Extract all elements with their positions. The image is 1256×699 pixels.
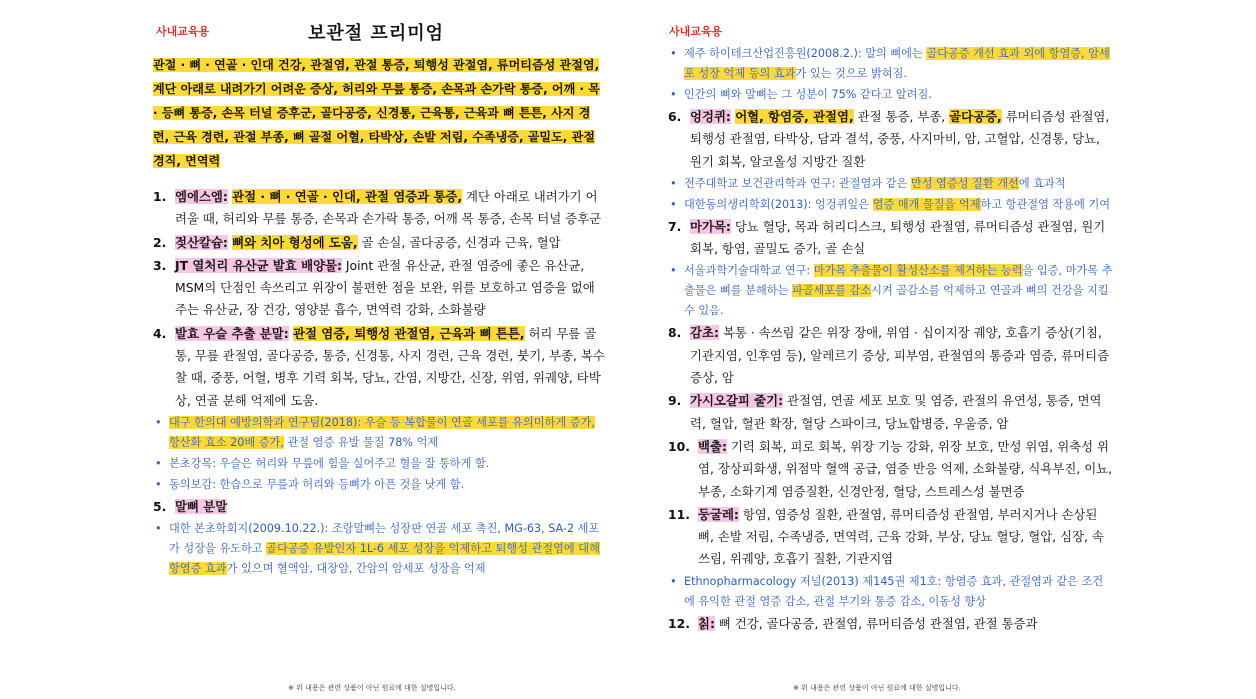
ingredient-name: JT 열처리 유산균 발효 배양물: xyxy=(175,257,342,273)
item-description: 기력 회복, 피로 회복, 위장 기능 강화, 위장 보호, 만성 위염, 위축성 위염, 장상피화생, 위점막 혈액 공급, 염증 반응 억제, 소화불량, 식욕부진, 이뇨, 부종, 소화기계 염증질환, 신경안정, 혈당, 스트레스성 불면증 xyxy=(698,438,1113,499)
item-number: 10. xyxy=(668,438,690,454)
ingredient-name: 마가목: xyxy=(690,218,731,234)
note-text: 제주 하이테크산업진흥원(2008.2.): 말의 뼈에는 xyxy=(684,47,927,60)
page-footer-disclaimer: ※ 위 내용은 관련 상품이 아닌 원료에 대한 설명입니다. xyxy=(793,684,961,692)
note-text: 가 있으며 혈액암, 대장암, 간암의 암세포 성장을 억제 xyxy=(226,562,486,576)
item-description: 관절염, 연골 세포 보호 및 염증, 관절의 유연성, 통증, 면역력, 혈압, 혈관 확장, 혈당 스파이크, 당뇨합병증, 우울증, 암 xyxy=(690,393,1102,431)
research-note xyxy=(668,195,1113,215)
ingredient-name: 젖산칼슘: xyxy=(175,234,228,250)
ingredient-item xyxy=(668,504,1113,571)
ingredient-item xyxy=(668,436,1113,503)
ingredient-item xyxy=(153,496,605,518)
ingredient-item xyxy=(153,186,605,231)
right-page xyxy=(663,0,1113,699)
research-note xyxy=(668,174,1113,194)
item-description: 류머티즘성 관절염, 퇴행성 관절염, 타박상, 담과 결석, 중풍, 사지마비, 암, 고혈압, 신경통, 당뇨, 원기 회복, 알코올성 지방간 질환 xyxy=(690,109,1110,169)
key-benefit-highlight: 뼈와 치아 형성에 도움, xyxy=(232,234,358,250)
ingredient-item xyxy=(668,613,1113,635)
item-number: 2. xyxy=(153,234,167,250)
note-highlight: 대구 한의대 예방의학과 연구팀(2018): 우슬 등 복합물이 연골 세포를 유의미하게 증가, 항산화 효소 20배 증가, xyxy=(169,415,595,449)
ingredient-item xyxy=(153,255,605,322)
note-text: 가 있는 것으로 밝혀짐. xyxy=(795,67,907,80)
item-number: 1. xyxy=(153,189,167,204)
ingredient-name: 둥굴레: xyxy=(698,506,739,522)
note-text: 에 효과적 xyxy=(1018,176,1066,190)
note-highlight: 염증 매개 물질을 억제 xyxy=(872,197,981,211)
note-text: 전주대학교 보건관리학과 연구: 관절염과 같은 xyxy=(684,176,911,190)
ingredient-name: 칡: xyxy=(698,615,715,631)
item-description: 허리 무릎 골통, 무릎 관절염, 골다공증, 통증, 신경통, 사지 경련, 근육 경련, 붓기, 부종, 복수 찰 때, 중풍, 어혈, 병후 기력 회복, 당뇨, 간염, 지방간, 신장, 위염, 위궤양, 타박상, 연골 분해 억제에 도움. xyxy=(175,325,605,408)
research-note xyxy=(153,413,605,453)
key-benefit-highlight: 어혈, 항염증, 관절염, xyxy=(735,109,854,124)
key-benefit-highlight: 골다공증, xyxy=(949,109,1002,124)
item-description: 뼈 건강, 골다공증, 관절염, 류머티즘성 관절염, 관절 통증과 xyxy=(714,615,1038,631)
note-highlight: 골다공증 개선 효과 외에 항염증, 암세포 성장 억제 등의 효과 xyxy=(684,47,1110,80)
ingredient-name: 감초: xyxy=(690,325,719,341)
research-note xyxy=(153,519,605,579)
ingredient-name: 발효 우슬 추출 분말: xyxy=(175,325,289,341)
ingredient-item xyxy=(668,322,1113,389)
note-text: Ethnopharmacology 저널(2013) 제145권 제1호: 항염증 효과, 관절염과 같은 조건에 유익한 관절 염증 감소, 관절 부기와 통증 감소, 이동성 향상 xyxy=(684,574,1104,608)
page-header-label: 사내교육용 xyxy=(669,25,723,38)
intro-highlight: 관절 · 뼈 · 연골 · 인대 건강, 관절염, 관절 통증, 퇴행성 관절염, 류머티즘성 관절염, 계단 아래로 내려가기 어려운 증상, 허리와 무릎 통증, 손목과 손가락 통증, 어깨 · 목 · 등뼈 통증, 손목 터널 증후군, 골다공증, 신경통, 근육통, 근육과 뼈 튼튼, 사지 경련, 근육 경련, 관절 부종, 뼈 골절 어혈, 타박상, 손발 저림, 수족냉증, 골밀도, 관절 경직, 면역력 xyxy=(153,58,600,168)
item-description: Joint 관절 유산균, 관절 염증에 좋은 유산균, MSM의 단점인 속쓰리고 위장이 불편한 점을 보완, 위를 보호하고 염증을 없애주는 유산균, 장 건강, 영양분 흡수, 면역력 강화, 소화불량 xyxy=(175,257,595,318)
ingredient-item xyxy=(668,390,1113,435)
ingredient-list-left xyxy=(153,186,605,580)
item-number: 4. xyxy=(153,325,167,341)
ingredient-item xyxy=(153,232,605,254)
item-description: 항염, 염증성 질환, 관절염, 류머티즘성 관절염, 부러지거나 손상된 뼈, 손발 저림, 수족냉증, 면역력, 근육 강화, 부상, 당뇨 혈당, 혈압, 심장, 속쓰림, 위궤양, 호흡기 질환, 기관지염 xyxy=(698,506,1104,567)
note-text: 을 입증, 마가목 추출물은 뼈를 분해하는 xyxy=(684,264,1113,298)
note-text: 하고 항관절염 작용에 기여 xyxy=(980,197,1111,211)
item-number: 6. xyxy=(668,109,682,124)
note-text: 대한동의생리학회(2013): 엉겅퀴잎은 xyxy=(684,197,873,211)
note-text: 인간의 뼈와 말뼈는 그 성분이 75% 같다고 알려짐. xyxy=(684,88,932,101)
ingredient-name: 말뼈 분말 xyxy=(175,498,228,514)
note-highlight: 골다공증 유발인자 1L-6 세포 성장을 억제하고 퇴행성 관절염에 대해 항염증 효과 xyxy=(169,542,600,576)
research-note xyxy=(153,454,605,474)
ingredient-item xyxy=(668,106,1113,173)
research-note xyxy=(153,475,605,495)
item-number: 11. xyxy=(668,506,690,522)
note-text: 동의보감: 한습으로 무릎과 허리와 등뼈가 아픈 것을 낫게 함. xyxy=(169,477,465,491)
note-highlight: 파골세포를 감소 xyxy=(791,284,872,298)
ingredient-item xyxy=(153,323,605,412)
note-highlight: 만성 염증성 질환 개선 xyxy=(910,176,1019,190)
note-text: 서울과학기술대학교 연구: xyxy=(684,264,814,278)
item-description: 당뇨 혈당, 목과 허리디스크, 퇴행성 관절염, 류머티즘성 관절염, 원기 회복, 항염, 골밀도 증가, 골 손실 xyxy=(690,218,1106,257)
intro-summary xyxy=(153,53,605,173)
note-text: 시켜 골감소를 억제하고 연골과 뼈의 건강을 지킬 수 있음. xyxy=(684,284,1109,318)
key-benefit-highlight: 관절 염증, 퇴행성 관절염, 근육과 뼈 튼튼, xyxy=(292,325,525,341)
ingredient-name: 백출: xyxy=(698,438,727,454)
key-benefit-highlight: 관절 · 뼈 · 연골 · 인대, 관절 염증과 통증, xyxy=(232,189,463,204)
research-note xyxy=(668,44,1113,84)
item-number: 8. xyxy=(668,325,682,341)
item-description: 관절 통증, 부종, xyxy=(853,109,950,124)
note-text: 관절 염증 유발 물질 78% 억제 xyxy=(283,435,439,449)
research-note xyxy=(668,261,1113,321)
ingredient-item xyxy=(668,216,1113,261)
research-note xyxy=(668,572,1113,612)
note-text: 본초강목: 우슬은 허리와 무릎에 힘을 실어주고 혈을 잘 통하게 함. xyxy=(169,456,490,470)
note-highlight: 마가목 추출물이 활성산소를 제거하는 능력 xyxy=(813,264,1023,278)
ingredient-name: 가시오갈피 줄기: xyxy=(690,393,784,409)
item-description: 골 손실, 골다공증, 신경과 근육, 혈압 xyxy=(357,234,561,250)
item-number: 3. xyxy=(153,257,167,273)
item-description: 복통 · 속쓰림 같은 위장 장애, 위염 · 십이지장 궤양, 호흡기 증상(기침, 기관지염, 인후염 등), 알레르기 증상, 피부염, 관절염의 통증과 염증, 류머티즘 증상, 암 xyxy=(690,325,1110,386)
item-number: 7. xyxy=(668,218,682,234)
left-page xyxy=(148,0,606,699)
page-footer-disclaimer: ※ 위 내용은 관련 상품이 아닌 원료에 대한 설명입니다. xyxy=(288,684,456,692)
ingredient-name: 엠에스엠: xyxy=(175,189,228,204)
note-text: 대한 본초학회지(2009.10.22.): 조랑말뼈는 성장판 연골 세포 촉진, MG-63, SA-2 세포가 성장을 유도하고 xyxy=(169,522,600,556)
page-header-label: 사내교육용 xyxy=(156,25,210,38)
item-number: 5. xyxy=(153,498,167,514)
item-number: 9. xyxy=(668,393,682,409)
page-title: 보관절 프리미엄 xyxy=(308,23,444,44)
ingredient-name: 엉겅퀴: xyxy=(690,109,731,124)
item-number: 12. xyxy=(668,615,690,631)
research-note xyxy=(668,85,1113,105)
ingredient-list-right xyxy=(668,44,1113,636)
item-description: 계단 아래로 내려가기 어려울 때, 허리와 무릎 통증, 손목과 손가락 통증, 어깨 목 통증, 손목 터널 증후군 xyxy=(175,189,602,227)
